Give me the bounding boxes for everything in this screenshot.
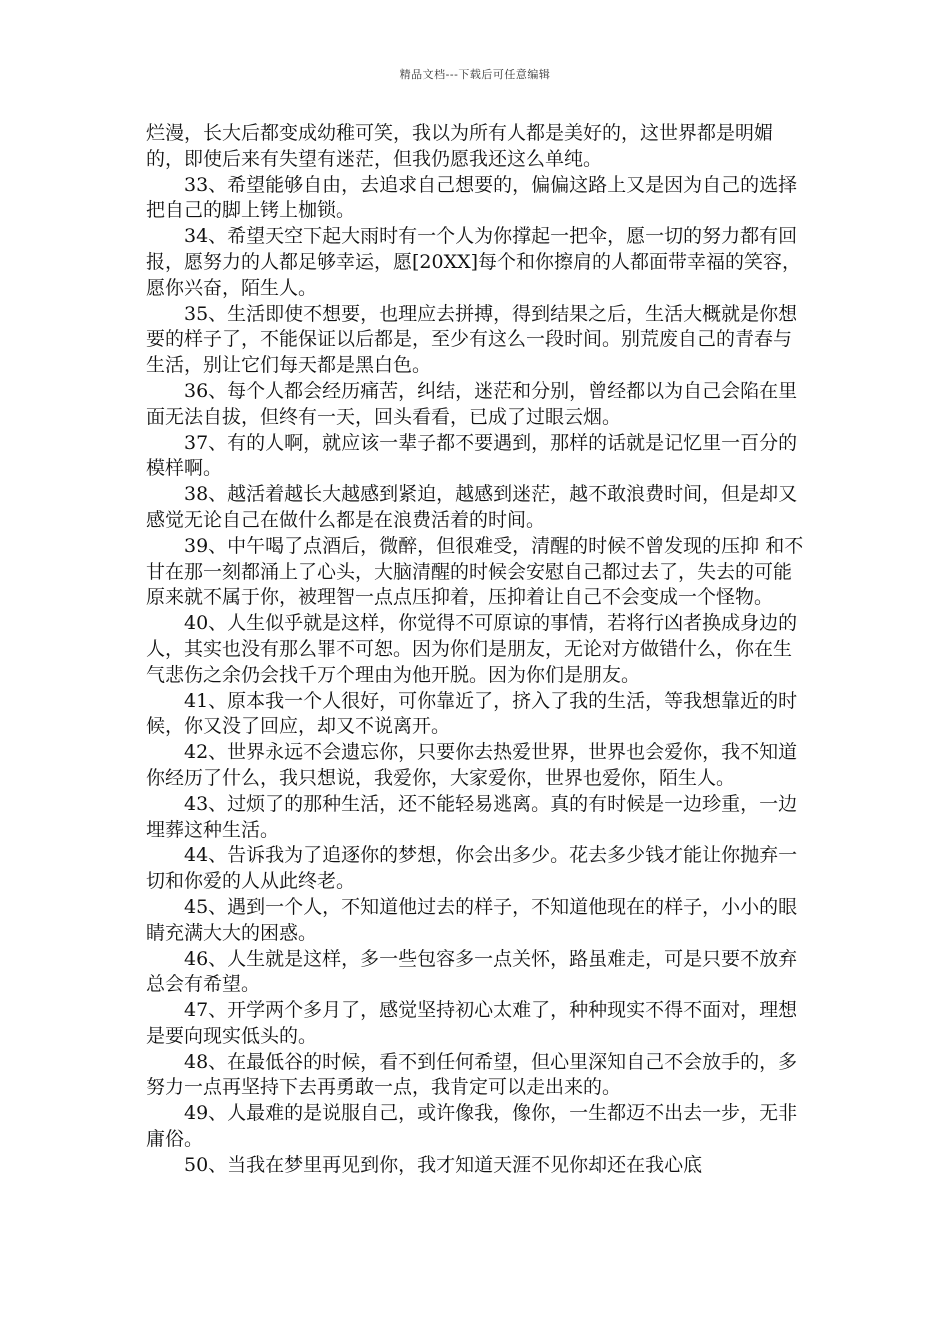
paragraph-50: 50、当我在梦里再见到你，我才知道天涯不见你却还在我心底	[184, 1153, 703, 1176]
paragraph-45: 45、遇到一个人，不知道他过去的样子，不知道他现在的样子，小小的眼睛充满大大的困惑。	[146, 895, 798, 944]
paragraph-41: 41、原本我一个人很好，可你靠近了，挤入了我的生活，等我想靠近的时候，你又没了回应，却又不说离开。	[146, 689, 798, 738]
paragraph-40: 40、人生似乎就是这样，你觉得不可原谅的事情，若将行凶者换成身边的人，其实也没有那么罪不可恕。因为你们是朋友，无论对方做错什么，你在生气悲伤之余仍会找千万个理由为他开脱。因为你们是朋友。	[146, 612, 798, 686]
paragraph-43: 43、过烦了的那种生活，还不能轻易逃离。真的有时候是一边珍重，一边埋葬这种生活。	[146, 792, 798, 841]
paragraph-38: 38、越活着越长大越感到紧迫，越感到迷茫，越不敢浪费时间，但是却又感觉无论自己在做什么都是在浪费活着的时间。	[146, 483, 798, 531]
paragraph-46: 46、人生就是这样，多一些包容多一点关怀，路虽难走，可是只要不放弃总会有希望。	[146, 947, 798, 996]
document-body	[146, 121, 806, 1179]
paragraph-continuation: 烂漫，长大后都变成幼稚可笑，我以为所有人都是美好的，这世界都是明媚的，即使后来有失望有迷茫，但我仍愿我还这么单纯。	[146, 122, 774, 170]
paragraph-35: 35、生活即使不想要，也理应去拼搏，得到结果之后，生活大概就是你想要的样子了，不能保证以后都是，至少有这么一段时间。别荒废自己的青春与生活，别让它们每天都是黑白色。	[146, 302, 798, 377]
paragraph-44: 44、告诉我为了追逐你的梦想，你会出多少。花去多少钱才能让你抛弃一切和你爱的人从此终老。	[146, 844, 798, 893]
paragraph-48: 48、在最低谷的时候，看不到任何希望，但心里深知自己不会放手的，多努力一点再坚持下去再勇敢一点，我肯定可以走出来的。	[146, 1050, 798, 1099]
paragraph-34: 34、希望天空下起大雨时有一个人为你撑起一把伞，愿一切的努力都有回报，愿努力的人都足够幸运，愿[20XX]每个和你擦肩的人都面带幸福的笑容，愿你兴奋，陌生人。	[146, 225, 802, 299]
paragraph-39: 39、中午喝了点酒后，微醉，但很难受，清醒的时候不曾发现的压抑 和不甘在那一刻都涌上了心头，大脑清醒的时候会安慰自己都过去了，失去的可能原来就不属于你，被理智一点点压抑着，压抑着让自己不会变成一个怪物。	[146, 534, 804, 609]
paragraph-47: 47、开学两个多月了，感觉坚持初心太难了，种种现实不得不面对，理想是要向现实低头的。	[146, 999, 798, 1047]
paragraph-49: 49、人最难的是说服自己，或许像我，像你，一生都迈不出去一步，无非庸俗。	[146, 1102, 798, 1151]
paragraph-33: 33、希望能够自由，去追求自己想要的，偏偏这路上又是因为自己的选择把自己的脚上铐上枷锁。	[146, 173, 798, 222]
page-header: 精品文档---下载后可任意编辑	[399, 68, 551, 81]
paragraph-42: 42、世界永远不会遗忘你，只要你去热爱世界，世界也会爱你，我不知道你经历了什么，我只想说，我爱你，大家爱你，世界也爱你，陌生人。	[146, 741, 798, 789]
paragraph-37: 37、有的人啊，就应该一辈子都不要遇到，那样的话就是记忆里一百分的模样啊。	[146, 431, 798, 480]
paragraph-36: 36、每个人都会经历痛苦，纠结，迷茫和分别，曾经都以为自己会陷在里面无法自拔，但终有一天，回头看看，已成了过眼云烟。	[146, 379, 798, 428]
